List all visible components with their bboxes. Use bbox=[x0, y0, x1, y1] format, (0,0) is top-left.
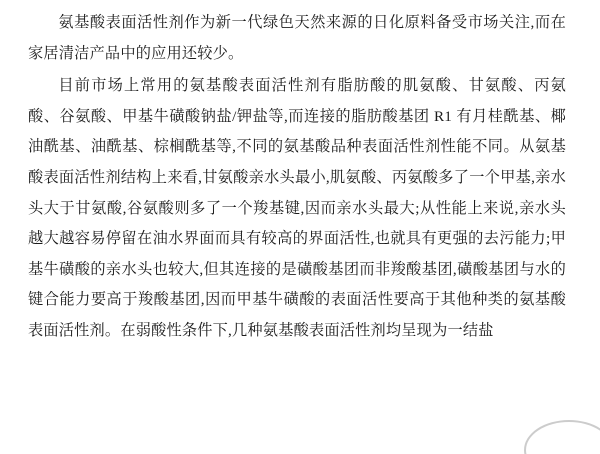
watermark-arc-icon bbox=[524, 420, 600, 454]
paragraph-1: 氨基酸表面活性剂作为新一代绿色天然来源的日化原料备受市场关注,而在家居清洁产品中的应用还较少。 bbox=[28, 14, 566, 62]
watermark bbox=[470, 418, 600, 454]
paragraph-2: 目前市场上常用的氨基酸表面活性剂有脂肪酸的肌氨酸、甘氨酸、丙氨酸、谷氨酸、甲基牛磺酸钠盐/钾盐等,而连接的脂肪酸基团 R1 有月桂酰基、椰油酰基、油酰基、棕榈酰基等,不同的氨基酸品种表面活性剂性能不同。从氨基酸表面活性剂结构上来看,甘氨酸亲水头最小,肌氨酸、丙氨酸多了一个甲基,亲水头大于甘氨酸,谷氨酸则多了一个羧基键,因而亲水头最大;从性能上来说,亲水头越大越容易停留在油水界面而具有较高的界面活性,也就具有更强的去污能力;甲基牛磺酸的亲水头也较大,但其连接的是磺酸基团而非羧酸基团,磺酸基团与水的键合能力要高于羧酸基团,因而甲基牛磺酸的表面活性要高于其他种类的氨基酸表面活性剂。在弱酸性条件下,几种氨基酸表面活性剂均呈现为一结盐 bbox=[28, 77, 566, 339]
